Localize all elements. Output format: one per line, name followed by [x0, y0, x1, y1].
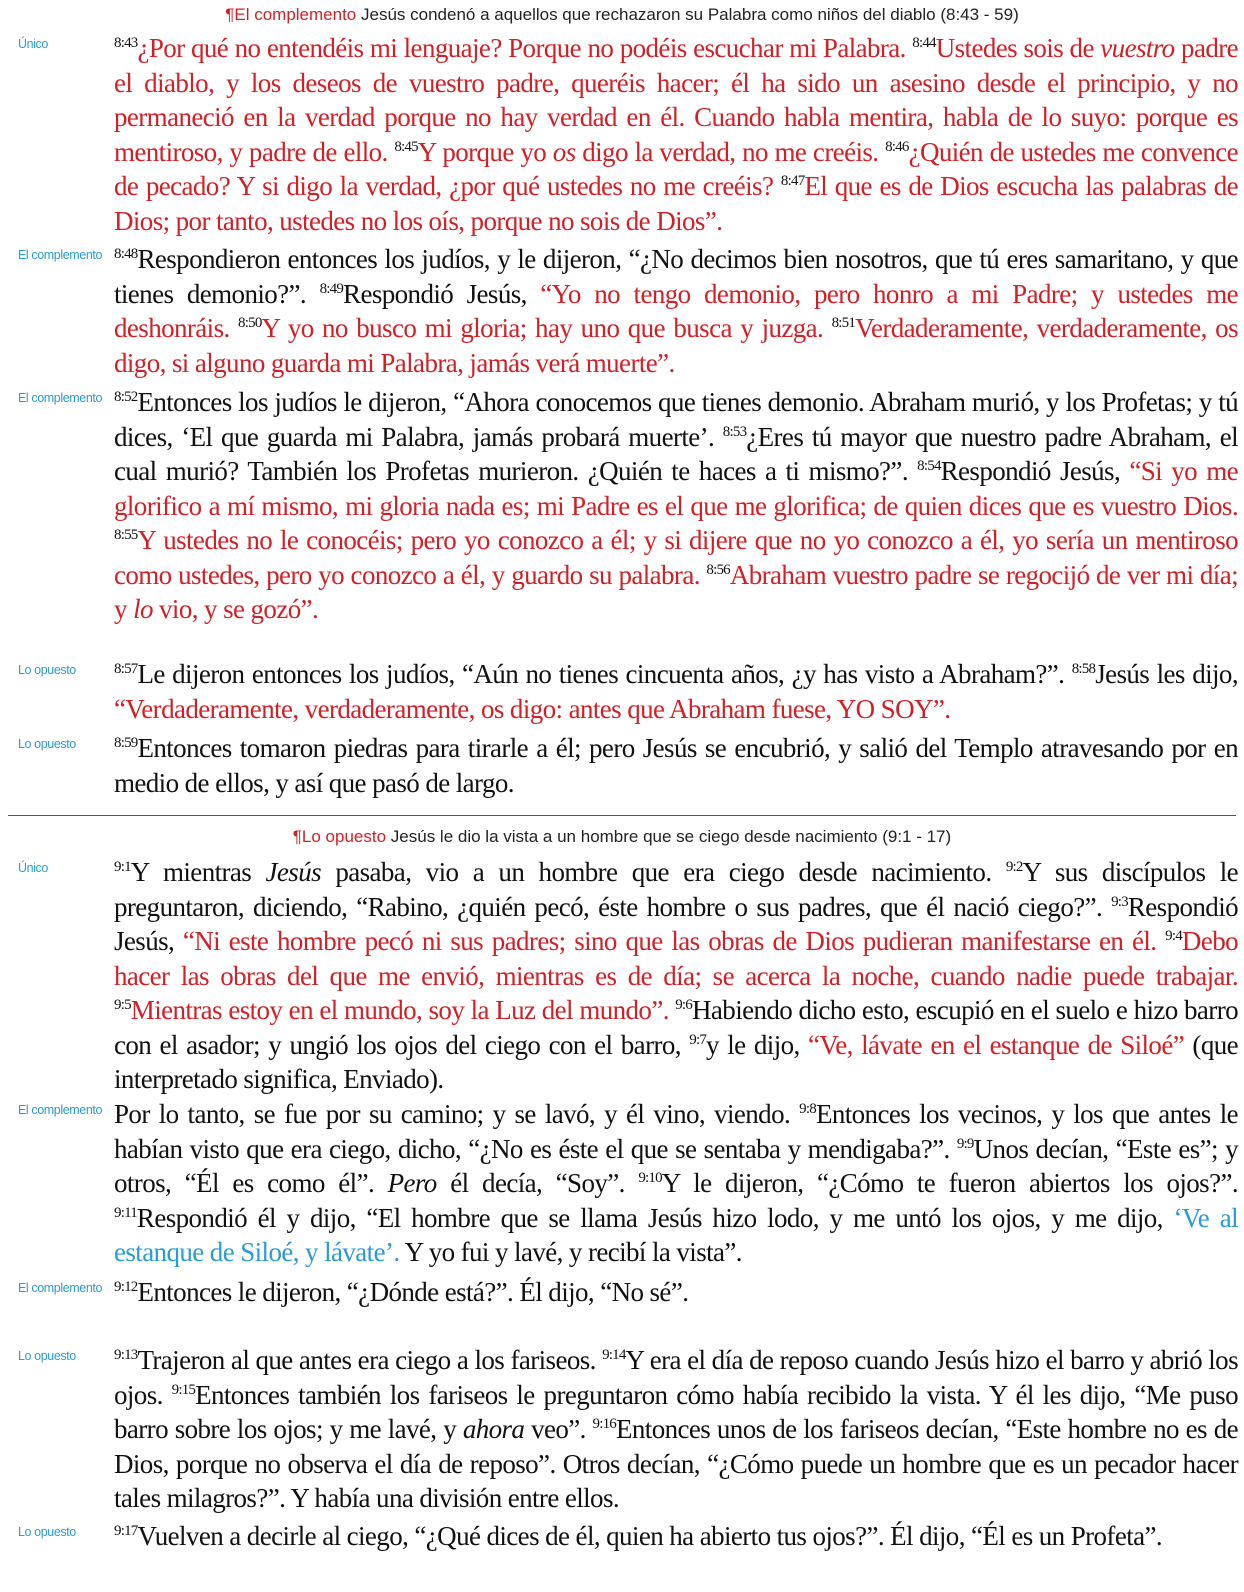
verse-number: 8:57	[114, 661, 138, 677]
verse-number: 9:6	[675, 997, 693, 1013]
paragraph-text	[114, 1519, 1238, 1554]
text-run: ¿Quién de ustedes me convence de pecado? Y si digo la verdad, ¿por qué ustedes no me creéis?	[114, 136, 1238, 201]
verse-number: 9:15	[171, 1381, 196, 1398]
text-run: Y le dijeron, “¿Cómo te fueron abiertos los ojos?”.	[661, 1168, 1238, 1198]
section-marker: ¶El complemento	[225, 5, 357, 24]
verse-number: 9:9	[956, 1135, 974, 1152]
text-run: veo”.	[524, 1414, 593, 1444]
text-run: Respondieron entonces los judíos, y le dijeron, “¿No decimos bien nosotros, que tú eres samaritano, y que tienes demonio?”.	[114, 244, 1238, 309]
paragraph-text	[114, 242, 1238, 380]
text-run: Entonces le dijeron, “¿Dónde está?”. Él dijo, “No sé”.	[137, 1277, 689, 1307]
text-run: El que es de Dios escucha las palabras de Dios; por tanto, ustedes no los oís, porque no sois de Dios”.	[114, 171, 1238, 236]
verse-number: 8:52	[114, 389, 138, 405]
verse-number: 8:48	[114, 246, 138, 262]
verse-number: 8:50	[238, 315, 262, 331]
verse-number: 8:47	[780, 173, 805, 189]
verse-number: 9:12	[114, 1279, 138, 1295]
text-run: vuestro	[1100, 33, 1175, 63]
text-run: Respondió Jesús,	[114, 891, 1238, 956]
text-run: Y ustedes no le conocéis; pero yo conozco a él; y si dijere que no yo conozco a él, yo sería un mentiroso como ustedes, pero yo conozco a él, y guardo su palabra.	[114, 525, 1238, 590]
text-run: ahora	[462, 1414, 525, 1444]
text-run: “Yo no tengo demonio, pero honro a mi Padre; y ustedes me deshonráis.	[114, 278, 1239, 343]
verse-number: 9:5	[114, 997, 131, 1013]
paragraph-label: Lo opuesto	[18, 663, 76, 677]
text-run: Debo hacer las obras del que me envió, mientras es de día; se acerca la noche, cuando nadie puede trabajar.	[114, 926, 1239, 991]
text-run: Habiendo dicho esto, escupió en el suelo e hizo barro con el asador; y ungió los ojos del ciego con el barro,	[114, 995, 1238, 1060]
verse-number: 8:54	[917, 458, 941, 474]
verse-number: 9:13	[114, 1347, 138, 1363]
verse-number: 9:8	[799, 1101, 816, 1117]
text-run: ¿Eres tú mayor que nuestro padre Abraham, el cual murió? También los Profetas murieron. ¿Quién te haces a ti mismo?”.	[114, 421, 1238, 486]
text-run: Pero	[387, 1168, 437, 1198]
text-run: Y yo fui y lavé, y recibí la vista”.	[399, 1237, 742, 1267]
text-run: Unos decían, “Este es”; y otros, “Él es como él”.	[114, 1133, 1239, 1198]
paragraph-text	[114, 1343, 1238, 1516]
text-run: “Ve, lávate en el estanque de Siloé”	[807, 1029, 1185, 1060]
verse-number: 8:59	[114, 735, 138, 751]
verse-number: 9:11	[114, 1204, 137, 1221]
paragraph-text	[114, 31, 1238, 238]
text-run: Mientras estoy en el mundo, soy la Luz del mundo”.	[130, 995, 676, 1025]
paragraph-label: El complemento	[18, 391, 103, 405]
text-run: “Ni este hombre pecó ni sus padres; sino que las obras de Dios pudieran manifestarse en él.	[182, 926, 1166, 956]
verse-number: 8:55	[114, 527, 138, 543]
verse-number: 9:14	[602, 1347, 626, 1363]
text-run: Y sus discípulos le preguntaron, diciendo, “Rabino, ¿quién pecó, éste hombre o sus padres, que él nació ciego?”.	[114, 857, 1238, 922]
text-run: os	[552, 136, 576, 167]
verse-number: 8:43	[114, 35, 138, 51]
section-title: Jesús condenó a aquellos que rechazaron su Palabra como niños del diablo (8:43 - 59)	[361, 5, 1019, 24]
text-run: Vuelven a decirle al ciego, “¿Qué dices de él, quien ha abierto tus ojos?”. Él dijo, “Él es un Profeta”.	[137, 1521, 1163, 1551]
text-run: Entonces los judíos le dijeron, “Ahora conocemos que tienes demonio. Abraham murió, y los Profetas; y tú dices, ‘El que guarda mi Palabra, jamás probará muerte’.	[114, 387, 1238, 452]
verse-number: 8:51	[831, 315, 856, 331]
paragraph-label: El complemento	[18, 1103, 103, 1117]
text-run: Respondió él y dijo, “El hombre que se llama Jesús hizo lodo, y me untó los ojos, y me dijo,	[136, 1202, 1174, 1233]
verse-number: 9:17	[114, 1523, 138, 1539]
paragraph-label: Lo opuesto	[18, 1349, 76, 1363]
text-run: Verdaderamente, verdaderamente, os digo, si alguno guarda mi Palabra, jamás verá muerte”.	[114, 313, 1238, 378]
text-run: Jesús les dijo,	[1095, 659, 1238, 689]
text-run: Por lo tanto, se fue por su camino; y se lavó, y él vino, viendo.	[114, 1099, 800, 1129]
verse-number: 8:58	[1071, 661, 1096, 677]
verse-number: 9:1	[114, 859, 131, 875]
text-run: él decía, “Soy”.	[436, 1168, 639, 1198]
text-run: Entonces también los fariseos le preguntaron cómo había recibido la vista. Y él les dijo, “Me puso barro sobre los ojos; y me lavé, y	[114, 1379, 1238, 1444]
verse-number: 8:53	[722, 423, 747, 440]
verse-number: 9:7	[689, 1031, 707, 1048]
paragraph-text	[114, 385, 1238, 627]
paragraph-text	[114, 731, 1238, 800]
text-run: “Si yo me glorifico a mí mismo, mi gloria nada es; mi Padre es el que me glorifica; de quien dices que es vuestro Dios.	[114, 456, 1238, 521]
verse-number: 9:3	[1111, 893, 1128, 910]
text-run: ‘Ve al estanque de Siloé, y lávate’.	[114, 1202, 1239, 1267]
paragraph-label: Lo opuesto	[18, 1525, 76, 1539]
paragraph-text	[114, 657, 1238, 726]
verse-number: 8:56	[706, 561, 730, 578]
text-run: Trajeron al que antes era ciego a los fariseos.	[137, 1345, 603, 1375]
text-run: Y porque yo	[417, 136, 553, 167]
text-run: pasaba, vio a un hombre que era ciego desde nacimiento.	[321, 857, 1006, 887]
paragraph-label: El complemento	[18, 248, 103, 262]
section-title: Jesús le dio la vista a un hombre que se ciego desde nacimiento (9:1 - 17)	[390, 827, 952, 846]
text-run: vio, y se gozó”.	[152, 594, 319, 624]
text-run: Y era el día de reposo cuando Jesús hizo el barro y abrió los ojos.	[114, 1345, 1238, 1410]
verse-number: 9:16	[592, 1416, 616, 1432]
section-heading	[0, 5, 1244, 25]
text-run: Entonces tomaron piedras para tirarle a él; pero Jesús se encubrió, y salió del Templo atravesando por en medio de ellos, y así que pasó de largo.	[114, 733, 1238, 798]
section-marker: ¶Lo opuesto	[292, 827, 387, 846]
verse-number: 8:45	[394, 138, 418, 155]
text-run: Y mientras	[130, 857, 266, 887]
verse-number: 8:49	[319, 280, 344, 297]
paragraph-label: El complemento	[18, 1281, 103, 1295]
section-heading	[0, 827, 1244, 847]
section-divider	[8, 815, 1236, 816]
verse-number: 9:4	[1165, 928, 1182, 944]
text-run: Respondió Jesús,	[940, 456, 1130, 486]
text-run: lo	[133, 594, 153, 624]
verse-number: 8:46	[885, 138, 909, 155]
paragraph-label: Lo opuesto	[18, 737, 76, 751]
text-run: Le dijeron entonces los judíos, “Aún no tienes cincuenta años, ¿y has visto a Abraham?”.	[137, 659, 1072, 689]
verse-number: 8:44	[912, 35, 936, 51]
paragraph-text	[114, 1275, 1238, 1310]
text-run: padre el diablo, y los deseos de vuestro padre, queréis hacer; él ha sido un asesino desde el principio, y no permaneció en la verdad porque no hay verdad en él. Cuando habla mentira, habla de lo suyo: porque es mentiroso, y padre de ello.	[114, 33, 1239, 167]
verse-number: 9:10	[638, 1170, 662, 1186]
text-run: Abraham vuestro padre se regocijó de ver mi día; y	[114, 559, 1238, 624]
verse-number: 9:2	[1005, 859, 1023, 875]
paragraph-text	[114, 1097, 1238, 1270]
text-run: Ustedes sois de	[935, 33, 1101, 63]
paragraph-text	[114, 855, 1238, 1097]
text-run: Entonces los vecinos, y los que antes le habían visto que era ciego, dicho, “¿No es éste el que se sentaba y mendigaba?”.	[114, 1099, 1238, 1164]
text-run: Jesús	[265, 857, 321, 887]
paragraph-label: Único	[18, 861, 48, 875]
text-run: Y yo no busco mi gloria; hay uno que busca y juzga.	[261, 313, 832, 343]
text-run: Entonces unos de los fariseos decían, “Este hombre no es de Dios, porque no observa el día de reposo”. Otros decían, “¿Cómo puede un hombre que es un pecador hacer tales milagros?”. Y había una división entre ellos.	[114, 1414, 1238, 1513]
text-run: y le dijo,	[706, 1029, 808, 1060]
text-run: ¿Por qué no entendéis mi lenguaje? Porque no podéis escuchar mi Palabra.	[137, 33, 913, 63]
text-run: Respondió Jesús,	[343, 278, 541, 309]
text-run: digo la verdad, no me creéis.	[575, 136, 886, 167]
text-run: “Verdaderamente, verdaderamente, os digo: antes que Abraham fuese, YO SOY”.	[114, 693, 951, 724]
paragraph-label: Único	[18, 37, 48, 51]
text-run: (que interpretado significa, Enviado).	[114, 1029, 1239, 1094]
